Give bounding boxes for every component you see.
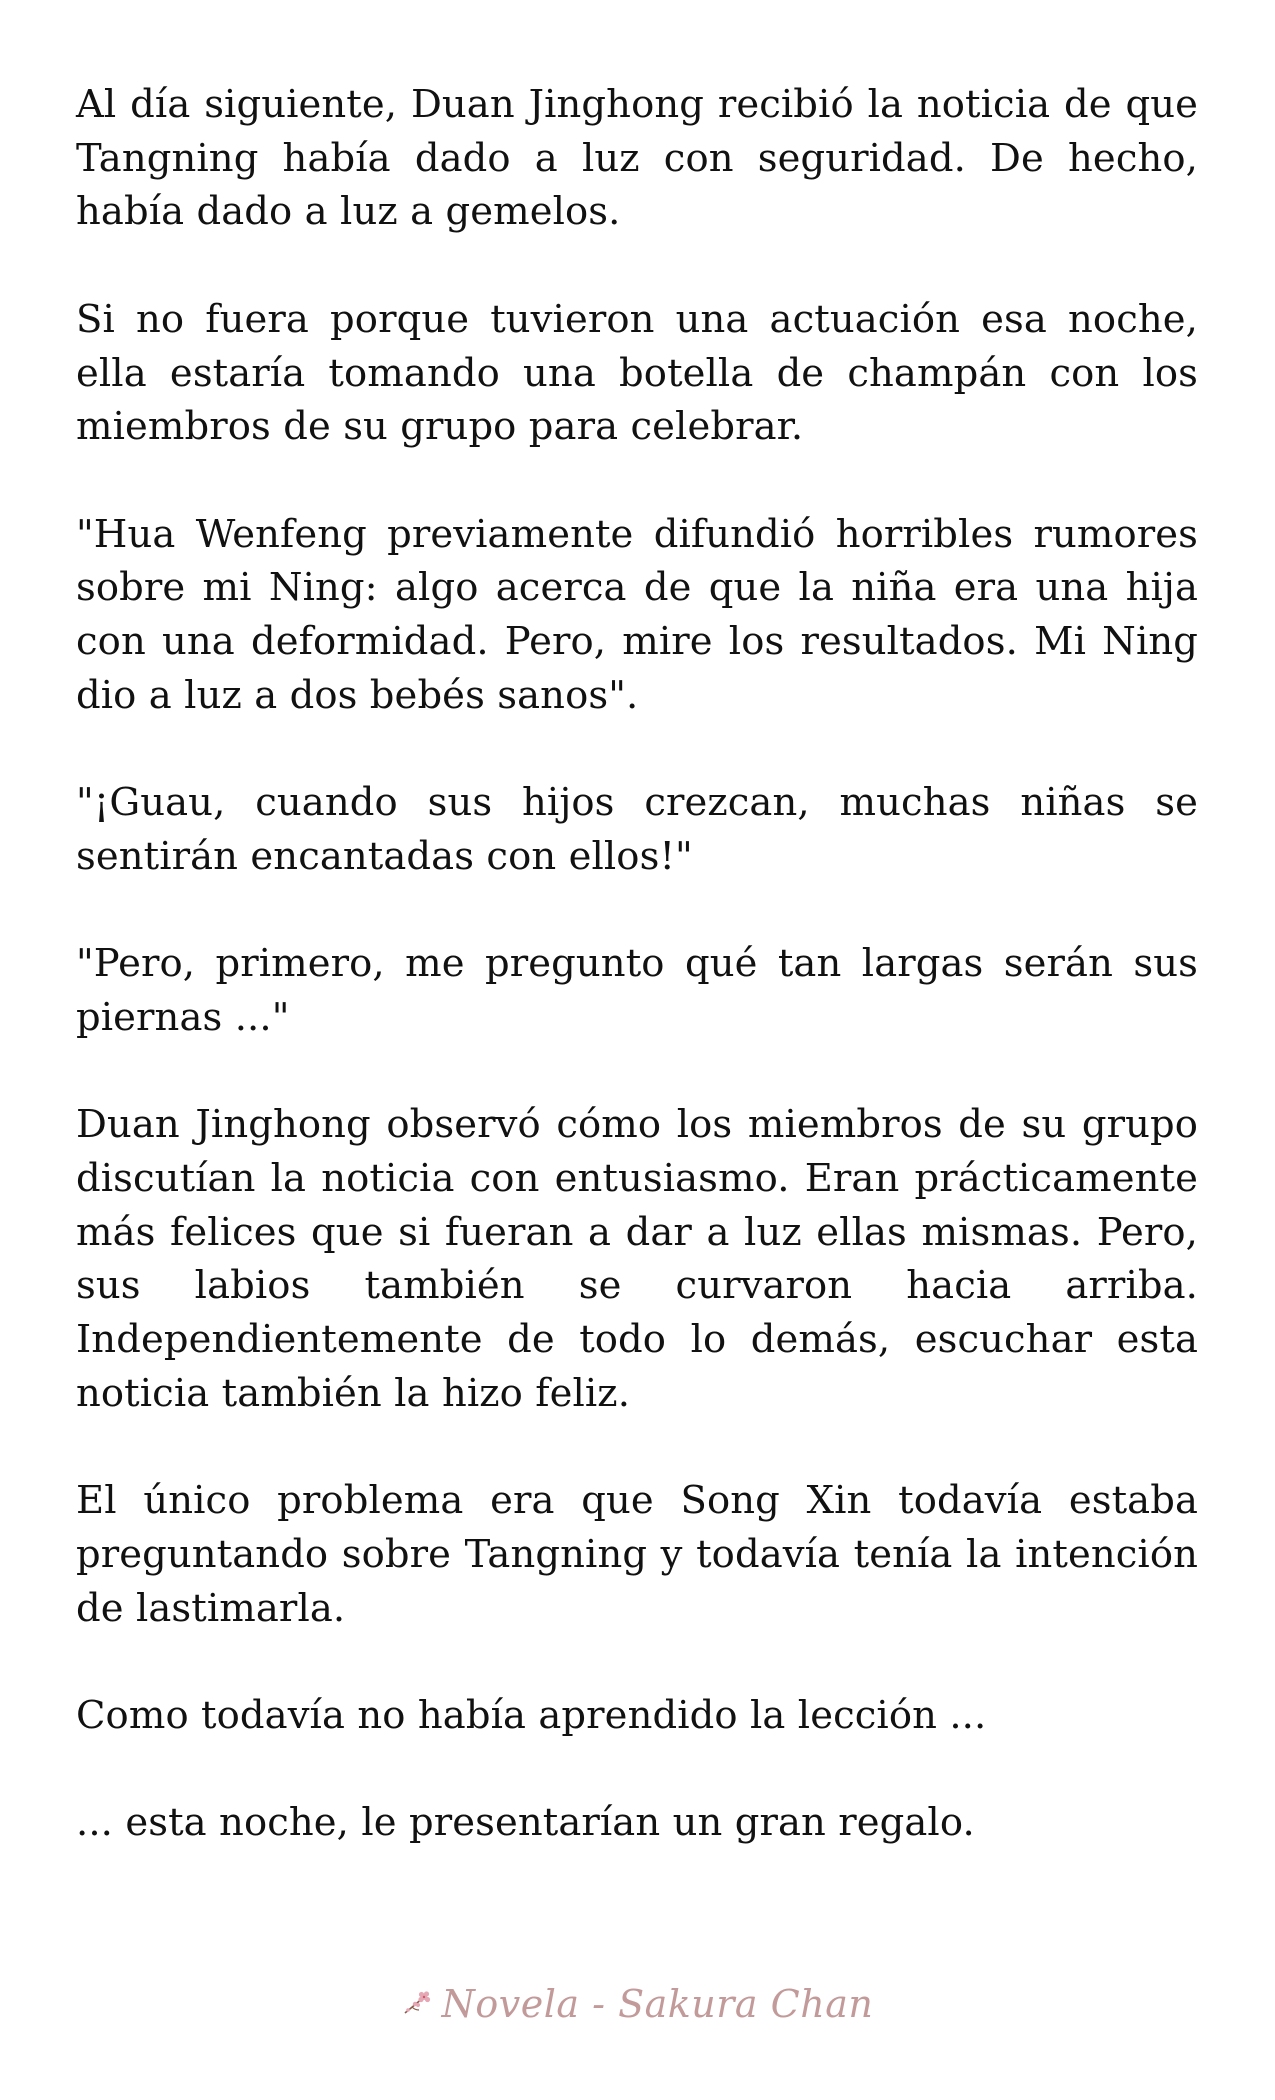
paragraph-1: Al día siguiente, Duan Jinghong recibió la noticia de que Tangning había dado a luz con seguridad. De hecho, había dado a luz a gemelos. [76, 82, 1198, 235]
footer-credit [0, 1982, 1275, 2026]
paragraph-3: "Hua Wenfeng previamente difundió horribles rumores sobre mi Ning: algo acerca de que la niña era una hija con una deformidad. Pero, mire los resultados. Mi Ning dio a luz a dos bebés sanos". [76, 511, 1198, 718]
credit-text: Novela - Sakura Chan [441, 1982, 874, 2026]
paragraph-6: Duan Jinghong observó cómo los miembros de su grupo discutían la noticia con entusiasmo. Eran prácticamente más felices que si fueran a dar a luz ellas mismas. Pero, sus labios también se curvaron hacia arriba. Independientemente de todo lo demás, escuchar esta noticia también la hizo feliz. [76, 1102, 1198, 1416]
paragraph-8: Como todavía no había aprendido la lección ... [76, 1692, 987, 1738]
paragraph-7: El único problema era que Song Xin todavía estaba preguntando sobre Tangning y todavía tenía la intención de lastimarla. [76, 1478, 1198, 1631]
paragraph-5: "Pero, primero, me pregunto qué tan largas serán sus piernas ..." [76, 941, 1198, 1040]
sakura-flower-icon [402, 1991, 432, 2017]
document-body [76, 78, 1198, 1850]
paragraph-2: Si no fuera porque tuvieron una actuación esa noche, ella estaría tomando una botella de champán con los miembros de su grupo para celebrar. [76, 296, 1198, 450]
paragraph-4: "¡Guau, cuando sus hijos crezcan, muchas niñas se sentirán encantadas con ellos!" [76, 780, 1198, 879]
paragraph-9: ... esta noche, le presentarían un gran regalo. [76, 1800, 975, 1846]
